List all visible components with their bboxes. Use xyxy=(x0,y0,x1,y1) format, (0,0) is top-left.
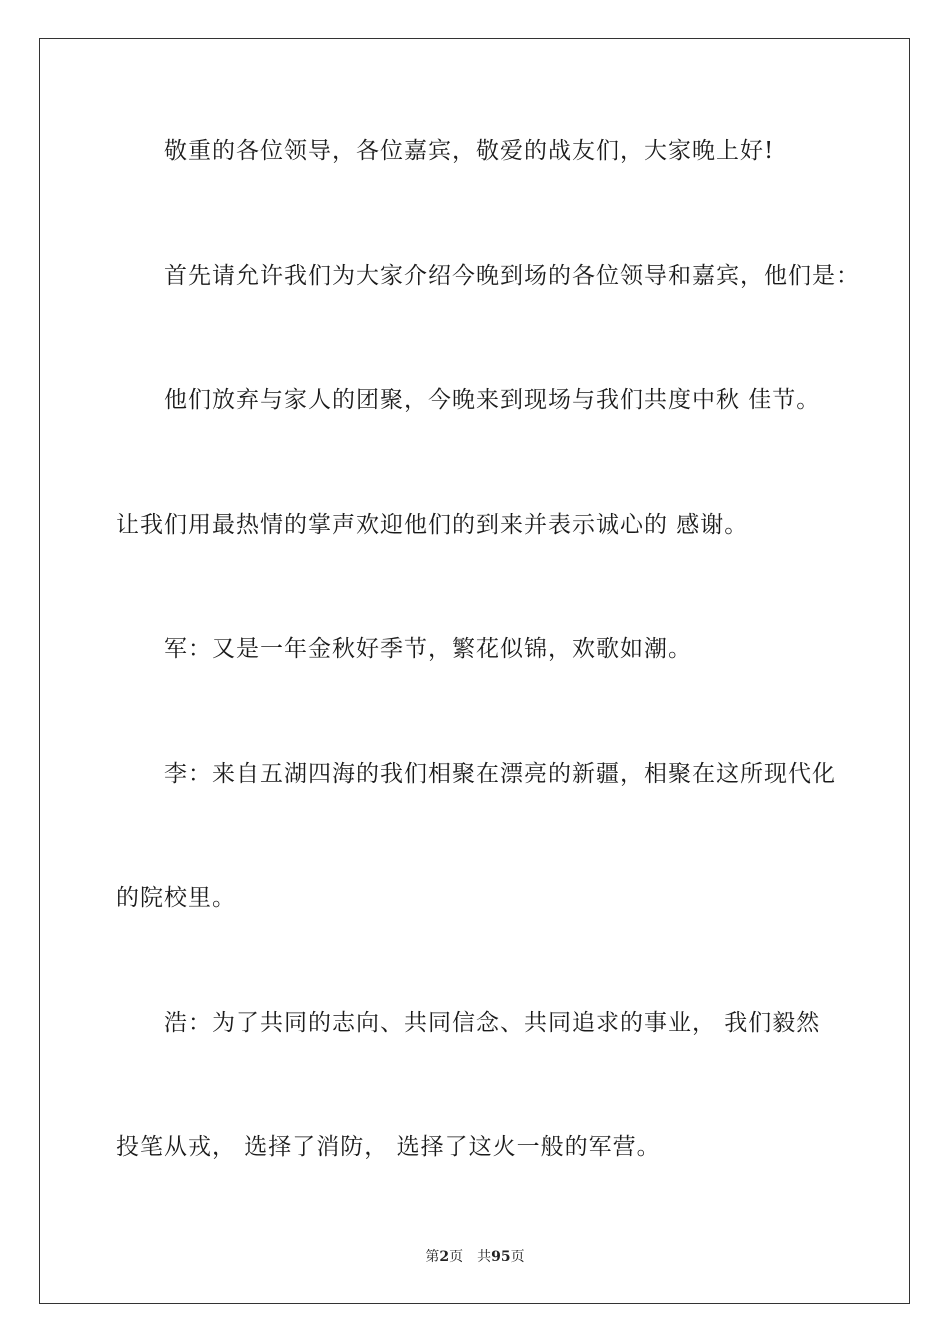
greeting-line: 敬重的各位领导，各位嘉宾，敬爱的战友们，大家晚上好! xyxy=(164,138,775,164)
total-suffix: 页 xyxy=(510,1249,525,1265)
page-suffix: 页 xyxy=(449,1249,464,1265)
speaker-li-line: 李：来自五湖四海的我们相聚在漂亮的新疆，相聚在这所现代化 xyxy=(164,761,836,787)
page-prefix: 第 xyxy=(425,1249,440,1265)
paragraph-line: 他们放弃与家人的团聚，今晚来到现场与我们共度中秋 佳节。 xyxy=(164,387,821,413)
speaker-li-line-continued: 的院校里。 xyxy=(116,885,236,911)
speaker-jun-line: 军：又是一年金秋好季节，繁花似锦，欢歌如潮。 xyxy=(164,636,692,662)
total-pages: 95 xyxy=(491,1249,511,1265)
page-number: 2 xyxy=(439,1249,450,1265)
speaker-hao-line: 浩：为了共同的志向、共同信念、共同追求的事业， 我们毅然 xyxy=(164,1010,821,1036)
page-border xyxy=(39,38,910,1304)
speaker-hao-line-continued: 投笔从戎， 选择了消防， 选择了这火一般的军营。 xyxy=(116,1134,661,1160)
intro-line: 首先请允许我们为大家介绍今晚到场的各位领导和嘉宾，他们是： xyxy=(164,263,860,289)
page-footer xyxy=(0,1247,950,1267)
total-prefix: 共 xyxy=(477,1249,492,1265)
paragraph-line-continued: 让我们用最热情的掌声欢迎他们的到来并表示诚心的 感谢。 xyxy=(116,512,749,538)
